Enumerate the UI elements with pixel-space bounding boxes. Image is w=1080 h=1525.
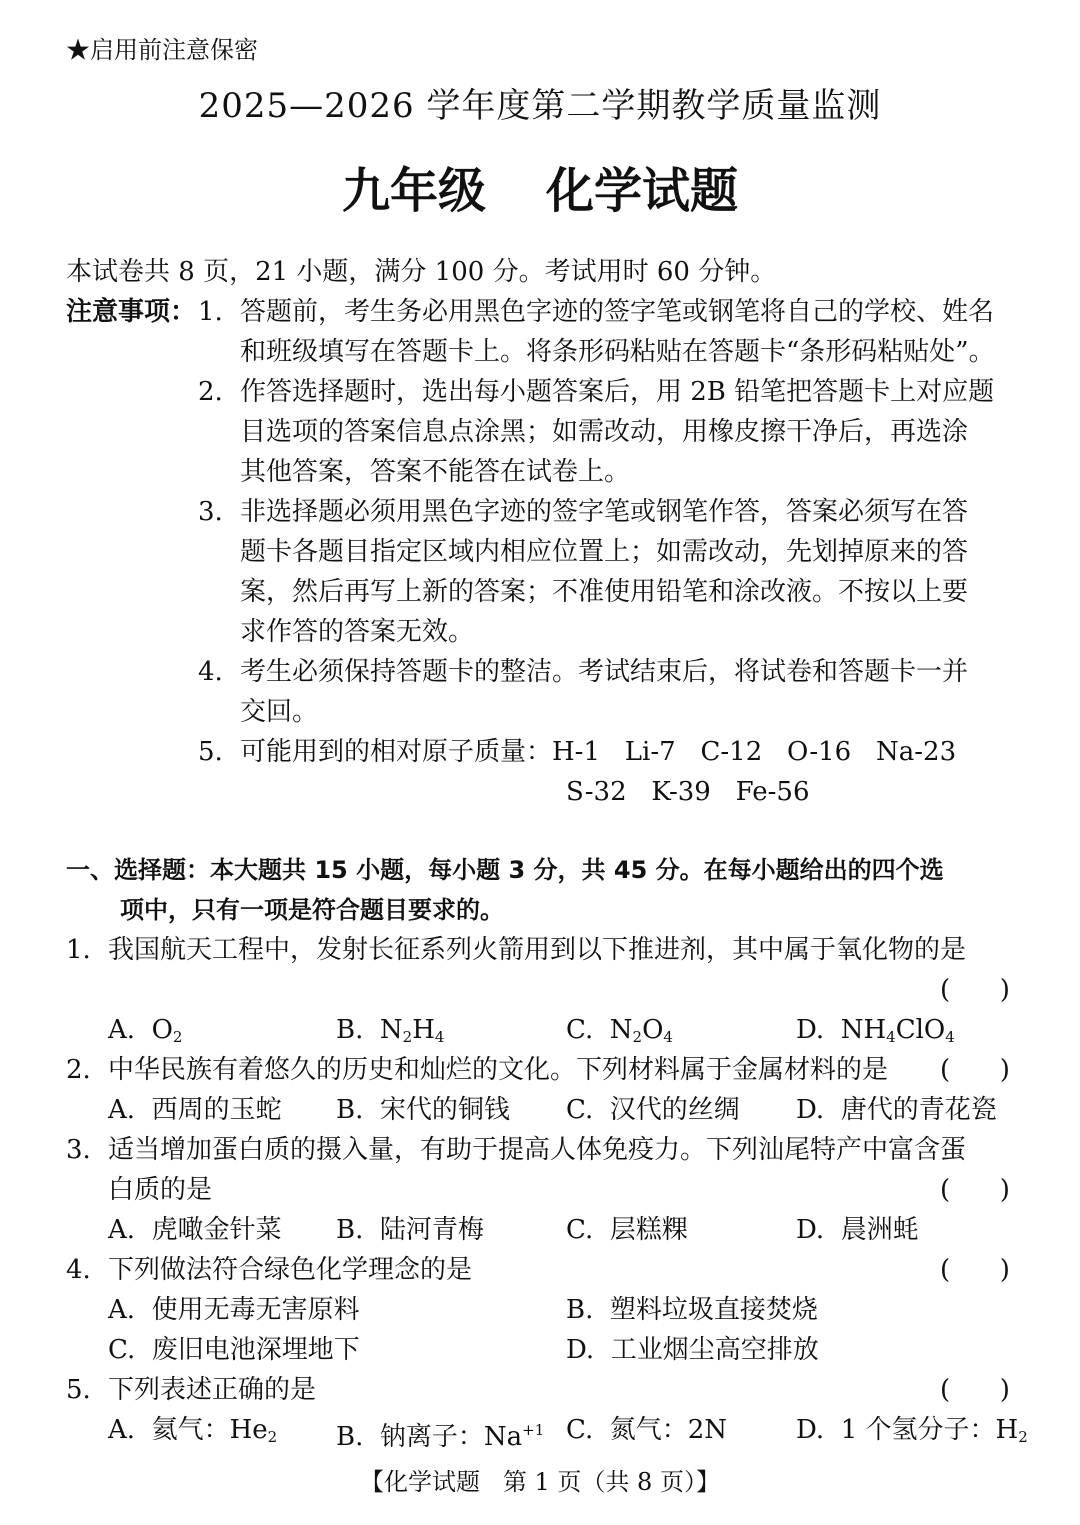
- answer-paren: ( ): [940, 1255, 1010, 1285]
- exam-intro: 本试卷共 8 页，21 小题，满分 100 分。考试用时 60 分钟。: [66, 257, 777, 287]
- note-line: 其他答案，答案不能答在试卷上。: [240, 457, 631, 487]
- note-number: 3.: [198, 497, 223, 527]
- question-1: [0, 930, 1080, 1050]
- option-b: B. 宋代的铜钱: [336, 1095, 510, 1125]
- question-number: 1.: [66, 935, 91, 965]
- option-d: D. 工业烟尘高空排放: [566, 1335, 819, 1365]
- question-5: [0, 1370, 1080, 1450]
- note-number: 2.: [198, 377, 223, 407]
- note-number: 5.: [198, 737, 223, 767]
- section-heading-line: 一、选择题：本大题共 15 小题，每小题 3 分，共 45 分。在每小题给出的四个选: [66, 856, 944, 884]
- note-line: 求作答的答案无效。: [240, 617, 475, 647]
- answer-paren: ( ): [940, 1055, 1010, 1085]
- section-heading-line: 项中，只有一项是符合题目要求的。: [120, 896, 504, 924]
- option-c: C. 废旧电池深埋地下: [108, 1335, 360, 1365]
- question-text: 下列表述正确的是: [108, 1375, 317, 1405]
- title-subject: 化学试题: [546, 163, 739, 219]
- option-b: B. $N_2H_4$: [336, 1015, 445, 1046]
- option-c: C. 汉代的丝绸: [566, 1095, 740, 1125]
- answer-paren: ( ): [940, 975, 1010, 1005]
- option-c: C. 氮气：2N: [566, 1415, 728, 1445]
- option-d: D. $NH_4ClO_4$: [796, 1015, 955, 1046]
- option-b: B. 塑料垃圾直接焚烧: [566, 1295, 818, 1325]
- option-d: D. 1 个氢分子：$H_2$: [796, 1415, 1028, 1446]
- note-line: 目选项的答案信息点涂黑；如需改动，用橡皮擦干净后，再选涂: [240, 417, 969, 447]
- note-line: 案，然后再写上新的答案；不准使用铅笔和涂改液。不按以上要: [240, 577, 969, 607]
- option-c: C. 层糕粿: [566, 1215, 688, 1245]
- option-a: A. 使用无毒无害原料: [108, 1295, 360, 1325]
- option-c: C. $N_2O_4$: [566, 1015, 673, 1046]
- answer-paren: ( ): [940, 1175, 1010, 1205]
- question-number: 5.: [66, 1375, 91, 1405]
- page-footer: 【化学试题 第 1 页（共 8 页）】: [360, 1468, 720, 1496]
- confidential-notice: ★启用前注意保密: [66, 36, 258, 64]
- question-2: [0, 1050, 1080, 1130]
- question-number: 3.: [66, 1135, 91, 1165]
- note-line: 作答选择题时，选出每小题答案后，用 2B 铅笔把答题卡上对应题: [240, 377, 995, 407]
- option-a: A. 西周的玉蛇: [108, 1095, 282, 1125]
- question-number: 4.: [66, 1255, 91, 1285]
- note-number: 1.: [198, 297, 223, 327]
- option-b: B. 钠离子：$Na^{+1}$: [336, 1421, 545, 1452]
- question-text: 适当增加蛋白质的摄入量，有助于提高人体免疫力。下列汕尾特产中富含蛋: [108, 1135, 967, 1165]
- option-d: D. 唐代的青花瓷: [796, 1095, 997, 1125]
- note-line: S-32 K-39 Fe-56: [566, 777, 810, 807]
- option-b: B. 陆河青梅: [336, 1215, 484, 1245]
- note-line: 答题前，考生务必用黑色字迹的签字笔或钢笔将自己的学校、姓名: [240, 297, 995, 327]
- exam-name: 2025—2026 学年度第二学期教学质量监测: [198, 86, 882, 126]
- note-line: 题卡各题目指定区域内相应位置上；如需改动，先划掉原来的答: [240, 537, 969, 567]
- question-number: 2.: [66, 1055, 91, 1085]
- question-text: 中华民族有着悠久的历史和灿烂的文化。下列材料属于金属材料的是: [108, 1055, 889, 1085]
- title-grade: 九年级: [341, 163, 486, 219]
- note-line: 考生必须保持答题卡的整洁。考试结束后，将试卷和答题卡一并: [240, 657, 969, 687]
- note-number: 4.: [198, 657, 223, 687]
- note-line: 非选择题必须用黑色字迹的签字笔或钢笔作答，答案必须写在答: [240, 497, 969, 527]
- note-line: 交回。: [240, 697, 319, 727]
- option-d: D. 晨洲蚝: [796, 1215, 919, 1245]
- answer-paren: ( ): [940, 1375, 1010, 1405]
- note-line: 可能用到的相对原子质量：H-1 Li-7 C-12 O-16 Na-23: [240, 737, 957, 767]
- note-line: 和班级填写在答题卡上。将条形码粘贴在答题卡“条形码粘贴处”。: [240, 337, 995, 367]
- question-text: 白质的是: [108, 1175, 213, 1205]
- question-3: [0, 1130, 1080, 1250]
- option-a: A. 氦气：$He_2$: [108, 1415, 278, 1446]
- option-a: A. $O_2$: [108, 1015, 183, 1046]
- question-4: [0, 1250, 1080, 1370]
- question-text: 下列做法符合绿色化学理念的是: [108, 1255, 473, 1285]
- question-text: 我国航天工程中，发射长征系列火箭用到以下推进剂，其中属于氧化物的是: [108, 935, 967, 965]
- notes-label: 注意事项：: [66, 297, 197, 327]
- option-a: A. 虎噉金针菜: [108, 1215, 282, 1245]
- page-title: [0, 152, 1080, 221]
